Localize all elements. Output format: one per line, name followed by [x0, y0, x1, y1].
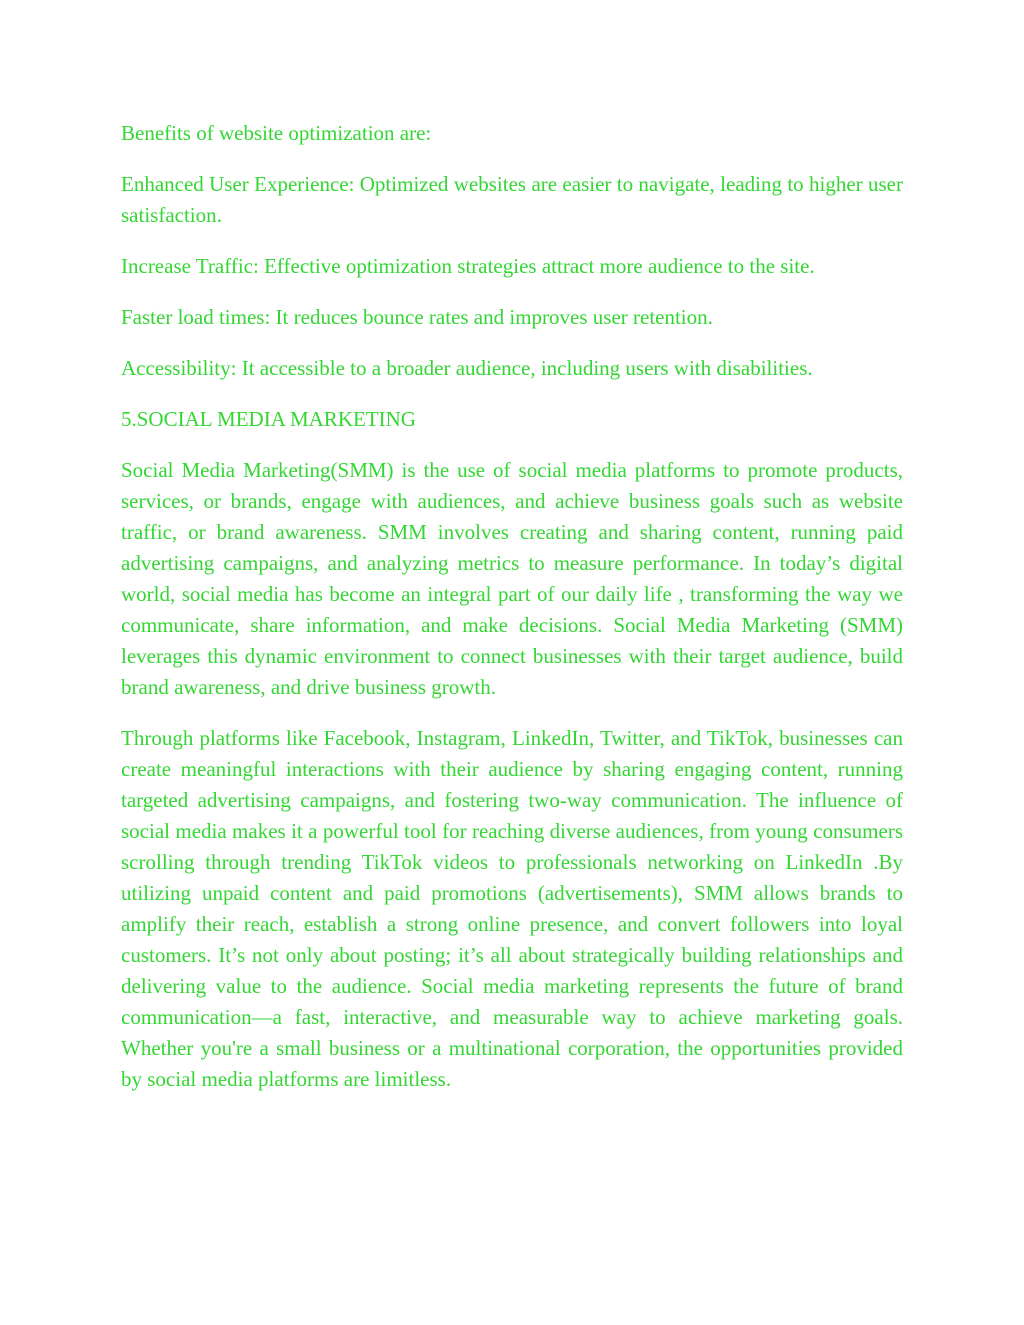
- smm-definition-paragraph: Social Media Marketing(SMM) is the use of social media platforms to promote products, services, or brands, engage with audiences, and achieve business goals such as website traffic, or brand awareness. SMM involves creating and sharing content, running paid advertising campaigns, and analyzing metrics to measure performance. In today’s digital world, social media has become an integral part of our daily life , transforming the way we communicate, share information, and make decisions. Social Media Marketing (SMM) leverages this dynamic environment to connect businesses with their target audience, build brand awareness, and drive business growth.: [121, 458, 903, 699]
- benefit-load-times: Faster load times: It reduces bounce rates and improves user retention.: [121, 305, 713, 329]
- benefit-accessibility: Accessibility: It accessible to a broader audience, including users with disabilities.: [121, 356, 813, 380]
- section-heading: 5.SOCIAL MEDIA MARKETING: [121, 407, 416, 431]
- benefit-traffic: Increase Traffic: Effective optimization strategies attract more audience to the site.: [121, 254, 815, 278]
- smm-platforms-paragraph: Through platforms like Facebook, Instagram, LinkedIn, Twitter, and TikTok, businesses can create meaningful interactions with their audience by sharing engaging content, running targeted advertising campaigns, and fostering two-way communication. The influence of social media makes it a powerful tool for reaching diverse audiences, from young consumers scrolling through trending TikTok videos to professionals networking on LinkedIn .By utilizing unpaid content and paid promotions (advertisements), SMM allows brands to amplify their reach, establish a strong online presence, and convert followers into loyal customers. It’s not only about posting; it’s all about strategically building relationships and delivering value to the audience. Social media marketing represents the future of brand communication—a fast, interactive, and measurable way to achieve marketing goals. Whether you're a small business or a multinational corporation, the opportunities provided by social media platforms are limitless.: [121, 726, 903, 1091]
- intro-line: Benefits of website optimization are:: [121, 121, 432, 145]
- document-page: [121, 118, 903, 1115]
- benefit-user-experience: Enhanced User Experience: Optimized websites are easier to navigate, leading to higher user satisfaction.: [121, 172, 903, 227]
